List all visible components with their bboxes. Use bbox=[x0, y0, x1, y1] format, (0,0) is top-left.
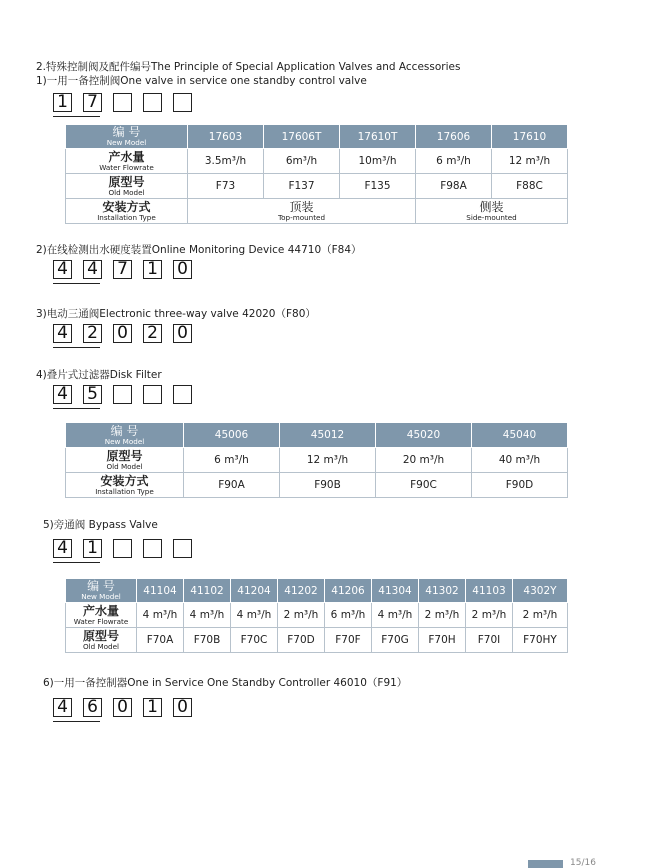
model-cell: 41304 bbox=[372, 579, 419, 603]
code-box: 0 bbox=[173, 698, 192, 717]
sec5-table bbox=[65, 578, 568, 653]
model-cell: 4302Y bbox=[513, 579, 568, 603]
install-cell: F90D bbox=[472, 473, 568, 498]
code-underline bbox=[53, 721, 100, 722]
row-label: 安装方式 Installation Type bbox=[66, 473, 184, 498]
old-model-cell: F70D bbox=[278, 628, 325, 653]
code-box: 5 bbox=[83, 385, 102, 404]
code-box: 4 bbox=[53, 539, 72, 558]
code-underline bbox=[53, 116, 100, 117]
code-box bbox=[143, 93, 162, 112]
code-box bbox=[173, 385, 192, 404]
sec6-title: 6)一用一备控制器One in Service One Standby Controller 46010（F91） bbox=[43, 677, 408, 689]
old-model-cell: F73 bbox=[188, 174, 264, 199]
code-underline bbox=[53, 408, 100, 409]
old-model-cell: F70H bbox=[419, 628, 466, 653]
old-model-cell: F98A bbox=[416, 174, 492, 199]
install-top-cell: 顶装 Top-mounted bbox=[188, 199, 416, 224]
sec4-title: 4)叠片式过滤器Disk Filter bbox=[36, 369, 162, 381]
code-box bbox=[113, 539, 132, 558]
old-model-cell: F70I bbox=[466, 628, 513, 653]
code-box: 2 bbox=[83, 324, 102, 343]
install-side-cell: 侧装 Side-mounted bbox=[416, 199, 568, 224]
old-model-cell: F70B bbox=[184, 628, 231, 653]
code-box bbox=[173, 93, 192, 112]
model-cell: 17610 bbox=[492, 125, 568, 149]
header-label: 编 号 New Model bbox=[66, 125, 188, 149]
code-box: 2 bbox=[143, 324, 162, 343]
flow-cell: 4 m³/h bbox=[231, 603, 278, 628]
model-cell: 45020 bbox=[376, 423, 472, 448]
code-box: 0 bbox=[173, 324, 192, 343]
code-box: 1 bbox=[143, 698, 162, 717]
flow-cell: 6 m³/h bbox=[325, 603, 372, 628]
install-cell: F90A bbox=[184, 473, 280, 498]
code-box: 1 bbox=[83, 539, 102, 558]
old-model-cell: F70HY bbox=[513, 628, 568, 653]
install-cell: F90B bbox=[280, 473, 376, 498]
code-box: 4 bbox=[53, 385, 72, 404]
code-box bbox=[173, 539, 192, 558]
flow-cell: 10m³/h bbox=[340, 149, 416, 174]
sec3-code-boxes bbox=[53, 324, 192, 343]
flow-cell: 4 m³/h bbox=[137, 603, 184, 628]
old-model-cell: F70F bbox=[325, 628, 372, 653]
model-cell: 41202 bbox=[278, 579, 325, 603]
code-box: 4 bbox=[83, 260, 102, 279]
flow-cell: 6m³/h bbox=[264, 149, 340, 174]
install-cell: F90C bbox=[376, 473, 472, 498]
flow-cell: 4 m³/h bbox=[184, 603, 231, 628]
sec4-table bbox=[65, 422, 568, 498]
sec2-code-boxes bbox=[53, 260, 192, 279]
model-cell: 17603 bbox=[188, 125, 264, 149]
old-model-cell: 40 m³/h bbox=[472, 448, 568, 473]
row-label: 产水量 Water Flowrate bbox=[66, 149, 188, 174]
code-box: 0 bbox=[113, 698, 132, 717]
code-underline bbox=[53, 347, 100, 348]
flow-cell: 2 m³/h bbox=[278, 603, 325, 628]
flow-cell: 2 m³/h bbox=[466, 603, 513, 628]
old-model-cell: F88C bbox=[492, 174, 568, 199]
code-underline bbox=[53, 283, 100, 284]
sec2-title: 2)在线检测出水硬度装置Online Monitoring Device 44710（F84） bbox=[36, 244, 362, 256]
sec6-code-boxes bbox=[53, 698, 192, 717]
old-model-cell: F70A bbox=[137, 628, 184, 653]
header-label: 编 号 New Model bbox=[66, 423, 184, 448]
model-cell: 41103 bbox=[466, 579, 513, 603]
old-model-cell: F70G bbox=[372, 628, 419, 653]
code-box bbox=[113, 385, 132, 404]
sec1-title: 1)一用一备控制阀One valve in service one standby control valve bbox=[36, 75, 367, 87]
row-label: 原型号 Old Model bbox=[66, 174, 188, 199]
row-label: 安装方式 Installation Type bbox=[66, 199, 188, 224]
model-cell: 41206 bbox=[325, 579, 372, 603]
code-box: 4 bbox=[53, 324, 72, 343]
row-label: 原型号 Old Model bbox=[66, 448, 184, 473]
code-box: 0 bbox=[173, 260, 192, 279]
code-box: 4 bbox=[53, 698, 72, 717]
sec5-code-boxes bbox=[53, 539, 192, 558]
old-model-cell: 6 m³/h bbox=[184, 448, 280, 473]
code-underline bbox=[53, 562, 100, 563]
sec4-code-boxes bbox=[53, 385, 192, 404]
code-box: 4 bbox=[53, 260, 72, 279]
code-box: 0 bbox=[113, 324, 132, 343]
code-box bbox=[143, 385, 162, 404]
row-label: 产水量 Water Flowrate bbox=[66, 603, 137, 628]
page-number: 15/16 bbox=[570, 858, 596, 868]
old-model-cell: F135 bbox=[340, 174, 416, 199]
code-box bbox=[143, 539, 162, 558]
code-box: 1 bbox=[143, 260, 162, 279]
sec5-title: 5)旁通阀 Bypass Valve bbox=[43, 519, 158, 531]
row-label: 原型号 Old Model bbox=[66, 628, 137, 653]
model-cell: 17606 bbox=[416, 125, 492, 149]
code-box: 7 bbox=[83, 93, 102, 112]
model-cell: 41204 bbox=[231, 579, 278, 603]
flow-cell: 3.5m³/h bbox=[188, 149, 264, 174]
old-model-cell: 20 m³/h bbox=[376, 448, 472, 473]
flow-cell: 2 m³/h bbox=[513, 603, 568, 628]
model-cell: 17610T bbox=[340, 125, 416, 149]
old-model-cell: F70C bbox=[231, 628, 278, 653]
sec1-table bbox=[65, 124, 568, 224]
model-cell: 41104 bbox=[137, 579, 184, 603]
code-box: 7 bbox=[113, 260, 132, 279]
code-box bbox=[113, 93, 132, 112]
code-box: 1 bbox=[53, 93, 72, 112]
flow-cell: 6 m³/h bbox=[416, 149, 492, 174]
model-cell: 45012 bbox=[280, 423, 376, 448]
sec3-title: 3)电动三通阀Electronic three-way valve 42020（F80） bbox=[36, 308, 316, 320]
code-box: 6 bbox=[83, 698, 102, 717]
model-cell: 41102 bbox=[184, 579, 231, 603]
flow-cell: 4 m³/h bbox=[372, 603, 419, 628]
footer-bar bbox=[528, 860, 563, 868]
model-cell: 17606T bbox=[264, 125, 340, 149]
sec1-code-boxes bbox=[53, 93, 192, 112]
model-cell: 45006 bbox=[184, 423, 280, 448]
flow-cell: 12 m³/h bbox=[492, 149, 568, 174]
flow-cell: 2 m³/h bbox=[419, 603, 466, 628]
model-cell: 45040 bbox=[472, 423, 568, 448]
section-title: 2.特殊控制阀及配件编号The Principle of Special Application Valves and Accessories bbox=[36, 61, 461, 73]
model-cell: 41302 bbox=[419, 579, 466, 603]
old-model-cell: 12 m³/h bbox=[280, 448, 376, 473]
old-model-cell: F137 bbox=[264, 174, 340, 199]
header-label: 编 号 New Model bbox=[66, 579, 137, 603]
